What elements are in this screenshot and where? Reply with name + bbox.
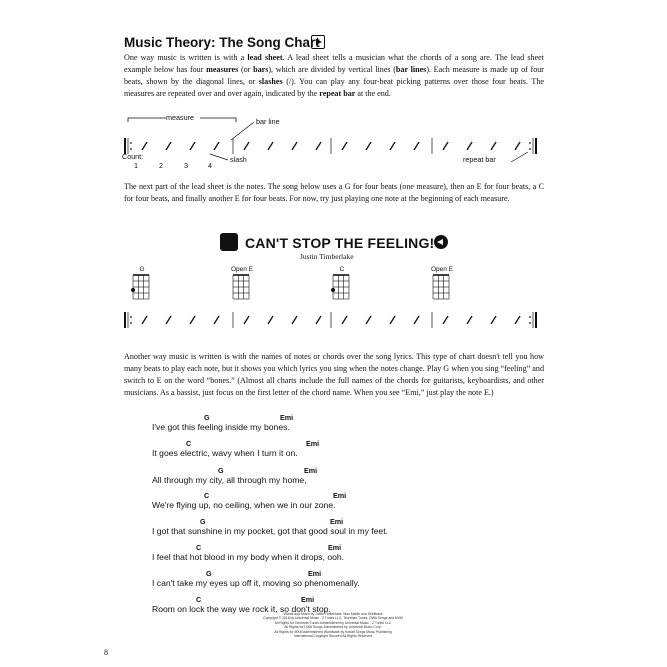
lyric-line: I've got this feeling inside my bones. (152, 422, 290, 432)
beat-slash (190, 316, 195, 324)
instrument-icon (220, 233, 238, 251)
lyric-line: We're flying up, no ceiling, when we in our zone. (152, 500, 336, 510)
lyric-line: I can't take my eyes up off it, moving so phenomenally. (152, 578, 360, 588)
text-run: at the end. (355, 89, 391, 99)
text-run: One way music is written is with a (124, 53, 248, 62)
intro-paragraph (124, 52, 544, 100)
chord-name-1: G (139, 266, 145, 273)
beat-slash (214, 142, 219, 150)
count-2: 2 (159, 161, 163, 170)
song-artist: Justin Timberlake (300, 252, 354, 261)
beat-slash (467, 316, 472, 324)
beat-slash (342, 316, 347, 324)
beat-slash (142, 142, 147, 150)
audio-speaker-icon[interactable] (434, 235, 448, 249)
beat-slash (414, 142, 419, 150)
beat-slash (443, 142, 448, 150)
lyric-chord: Emi (280, 413, 294, 422)
lyric-chord: C (196, 543, 202, 552)
footer-line: All Rights for MXM Administered Worldwide by Kobalt Songs Music Publishing (274, 629, 392, 634)
footer-line: Copyright © 2016 by Universal Music - Z Tunes LLC, Tennman Tunes, DWA Songs and MXM (263, 616, 403, 621)
lyric-line: I got that sunshine in my pocket, got that good soul in my feet. (152, 526, 388, 536)
lyric-chord: G (200, 517, 206, 526)
beat-slash (292, 316, 297, 324)
lyric-chord: G (204, 413, 210, 422)
lyric-chord: Emi (304, 466, 318, 475)
beat-slash (166, 316, 171, 324)
beat-slash (166, 142, 171, 150)
beat-slash (268, 142, 273, 150)
beat-slash (342, 142, 347, 150)
beat-slash (316, 316, 321, 324)
text-run: . A lead sheet tells a musician what the chords of a song are. The lead sheet example below has four (124, 53, 544, 75)
play-video-icon[interactable] (311, 35, 325, 49)
finger-dot (331, 288, 335, 292)
term-bars: bars (253, 65, 269, 75)
text-run: ). Each measure is made up of four beats, shown by the diagonal lines, or (124, 65, 544, 87)
lyric-chord: Emi (301, 595, 315, 604)
lyric-chord: Emi (330, 517, 344, 526)
beat-slash (316, 142, 321, 150)
term-measures: measures (206, 65, 239, 75)
beat-slash (443, 316, 448, 324)
footer-line: All Rights for DWA Songs Administered by Universal Music Corp. (284, 625, 382, 630)
lyric-chord: Emi (328, 543, 342, 552)
count-4: 4 (208, 161, 212, 170)
count-label: Count: (122, 152, 144, 161)
lyric-line: It goes electric, wavy when I turn it on. (152, 448, 298, 458)
beat-slash (491, 316, 496, 324)
repeat-bar-label: repeat bar (463, 155, 496, 164)
beat-slash (390, 142, 395, 150)
footer-line: All Rights for Tennman Tunes Administered by Universal Music - Z Tunes LLC (274, 620, 392, 625)
measure-label: measure (166, 113, 194, 122)
copyright-footer (248, 612, 418, 638)
text-run: (or (238, 65, 254, 75)
text-run: (/). You can play any four-beat picking patterns over those four beats. The measures are repeated over and over again, indicated by the (124, 77, 544, 99)
beat-slash (268, 316, 273, 324)
beat-slash (142, 316, 147, 324)
lyric-chord: Emi (308, 569, 322, 578)
lyric-chord: C (196, 595, 202, 604)
section-title: Music Theory: The Song Chart (124, 35, 320, 50)
chart-paragraph: Another way music is written is with the names of notes or chords over the song lyrics. This type of chart doesn't tell you how many beats to play each note, but it shows you which lyrics you sing when the notes change. Play G when you sing “feeling” and switch to E on the word “bones.” (Almost all charts include the full names of the chords for guitarists, keyboardists, and other musicians. As a bassist, just focus on the first letter of the chord name. When you see “Emi,” just play the note E.) (124, 352, 544, 398)
lyric-line: All through my city, all through my home, (152, 475, 307, 485)
beat-slash (491, 142, 496, 150)
beat-slash (292, 142, 297, 150)
lyric-chord: G (206, 569, 212, 578)
footer-line: Words and Music by Justin Timberlake, Max Martin and Shellback (283, 612, 383, 616)
term-lead-sheet: lead sheet (247, 53, 283, 62)
lyric-line: Room on lock the way we rock it, so don't stop. (152, 604, 331, 614)
text-run: ), which are divided by vertical lines ( (268, 65, 396, 75)
chord-name-2: Open E (230, 266, 254, 273)
lyric-line: I feel that hot blood in my body when it drops, ooh. (152, 552, 345, 562)
footer-line: International Copyright Secured All Rights Reserved (293, 634, 373, 639)
lyric-chord: C (186, 439, 192, 448)
term-slashes: slashes (258, 77, 283, 87)
beat-slash (515, 316, 520, 324)
count-1: 1 (134, 161, 138, 170)
count-3: 3 (184, 161, 188, 170)
bar-line-label: bar line (256, 117, 280, 126)
lyric-chord: C (204, 491, 210, 500)
term-repeat-bar: repeat bar (319, 89, 356, 99)
chord-name-3: C (339, 266, 345, 273)
song-staff (118, 308, 548, 332)
beat-slash (414, 316, 419, 324)
beat-slash (190, 142, 195, 150)
beat-slash (244, 142, 249, 150)
lyric-chord: Emi (306, 439, 320, 448)
term-bar-lines: bar lines (395, 65, 427, 75)
page-number: 8 (104, 648, 108, 657)
slash-label: slash (230, 155, 247, 164)
beat-slash (390, 316, 395, 324)
notes-paragraph: The next part of the lead sheet is the notes. The song below uses a G for four beats (one measure), then an E for four beats, a C for four beats, and finally another E for four beats. For now, try just playing one note at the beginning of each measure. (124, 182, 544, 204)
lyric-chord: Emi (333, 491, 347, 500)
beat-slash (366, 316, 371, 324)
beat-slash (214, 316, 219, 324)
beat-slash (467, 142, 472, 150)
beat-slash (244, 316, 249, 324)
lyric-chord: G (218, 466, 224, 475)
beat-slash (366, 142, 371, 150)
chord-name-4: Open E (430, 266, 454, 273)
song-title: CAN'T STOP THE FEELING! (245, 235, 435, 251)
beat-slash (515, 142, 520, 150)
finger-dot (131, 288, 135, 292)
